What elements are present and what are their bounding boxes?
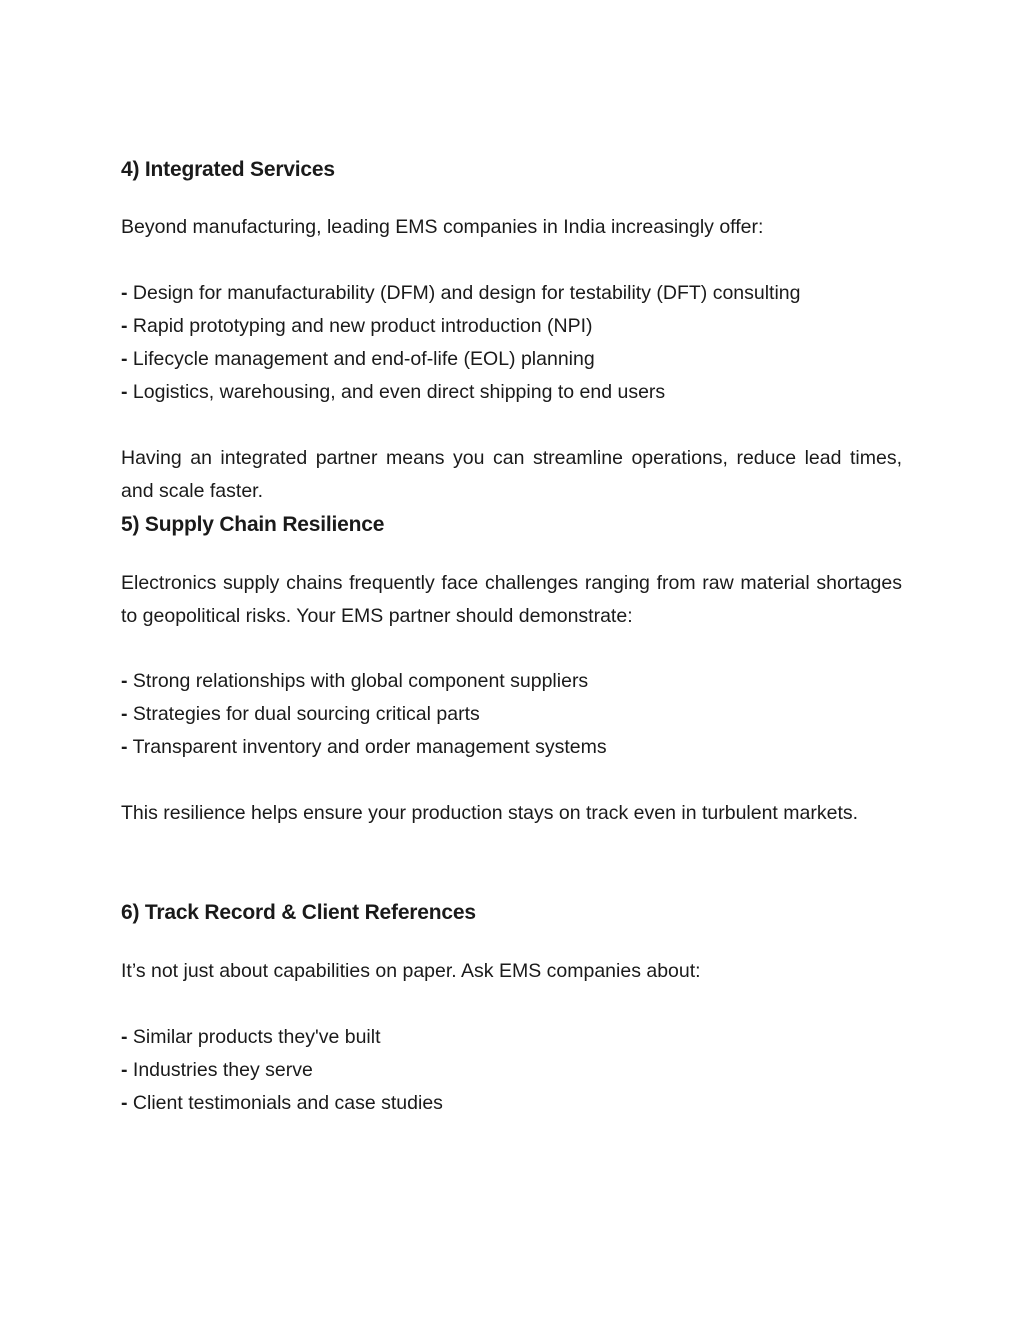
section-intro-supply-chain-resilience: Electronics supply chains frequently face challenges ranging from raw material shortages to geopolitical risks. Your EMS partner should demonstrate: [121,572,902,627]
list-item-text: Client testimonials and case studies [132,1092,443,1114]
bullet-list-supply-chain-resilience [121,665,607,764]
list-item-text: Strategies for dual sourcing critical parts [132,703,480,725]
bullet-marker: - [121,282,128,304]
bullet-marker: - [121,703,128,725]
bullet-marker: - [121,1092,128,1114]
list-item [121,343,801,376]
list-item [121,698,607,731]
bullet-marker: - [121,736,128,758]
bullet-marker: - [121,381,128,403]
list-item-text: Similar products they've built [132,1026,381,1048]
bullet-list-track-record [121,1021,443,1120]
list-item [121,376,801,409]
list-item-text: Rapid prototyping and new product introduction (NPI) [132,315,593,337]
bullet-marker: - [121,1059,128,1081]
section-intro-track-record: It’s not just about capabilities on paper. Ask EMS companies about: [121,960,701,982]
bullet-list-integrated-services [121,277,801,409]
list-item [121,277,801,310]
list-item [121,1087,443,1120]
list-item-text: Industries they serve [132,1059,313,1081]
section-intro-integrated-services: Beyond manufacturing, leading EMS companies in India increasingly offer: [121,216,764,238]
section-heading-integrated-services: 4) Integrated Services [121,158,335,181]
section-heading-supply-chain-resilience: 5) Supply Chain Resilience [121,513,385,536]
list-item-text: Transparent inventory and order management systems [132,736,607,758]
bullet-marker: - [121,315,128,337]
bullet-marker: - [121,348,128,370]
list-item-text: Strong relationships with global component suppliers [132,670,589,692]
bullet-marker: - [121,1026,128,1048]
list-item [121,731,607,764]
list-item-text: Lifecycle management and end-of-life (EOL) planning [132,348,595,370]
section-heading-track-record: 6) Track Record & Client References [121,901,476,924]
list-item [121,310,801,343]
list-item [121,1054,443,1087]
list-item [121,665,607,698]
list-item-text: Design for manufacturability (DFM) and design for testability (DFT) consulting [132,282,801,304]
section-closing-supply-chain-resilience: This resilience helps ensure your production stays on track even in turbulent markets. [121,802,859,824]
section-closing-integrated-services: Having an integrated partner means you can streamline operations, reduce lead times, and scale faster. [121,447,902,502]
bullet-marker: - [121,670,128,692]
list-item-text: Logistics, warehousing, and even direct shipping to end users [132,381,666,403]
list-item [121,1021,443,1054]
